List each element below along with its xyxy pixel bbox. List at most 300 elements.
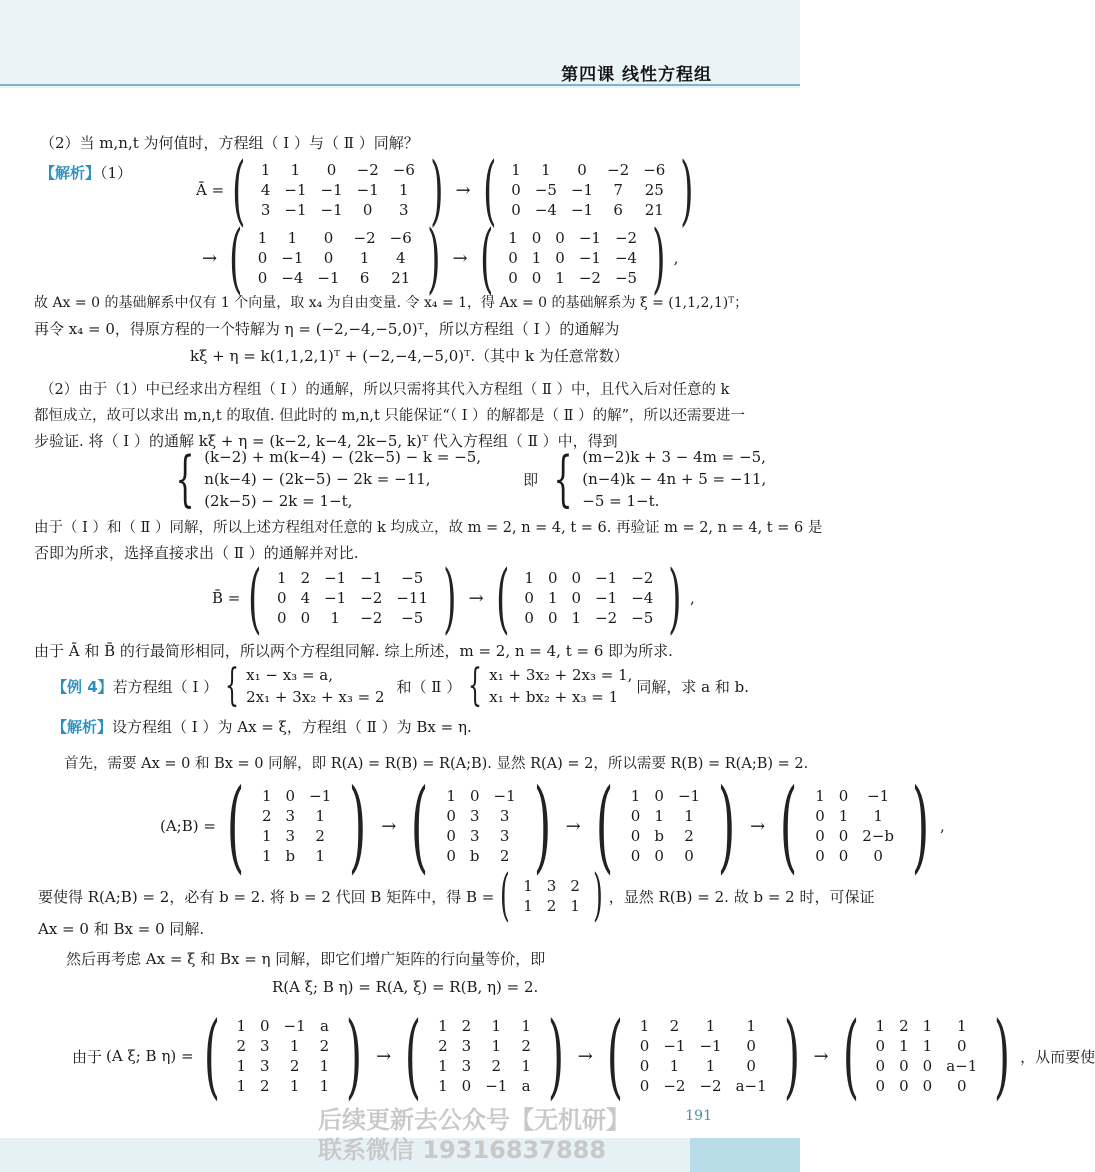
- matrix-c1: [255, 786, 338, 866]
- matrix-row: [439, 786, 522, 806]
- arrow: →: [565, 815, 581, 837]
- paren-left: (: [779, 767, 798, 884]
- matrix-cell: 1: [330, 609, 340, 627]
- matrix-d4: [869, 1016, 985, 1096]
- matrix-row: [501, 248, 644, 268]
- matrix-cell: 0: [326, 161, 337, 179]
- matrix-cell: 0: [571, 569, 582, 587]
- matrix-cell: 1: [541, 161, 551, 179]
- matrix-cell: 0: [547, 569, 558, 587]
- matrix-cell: −2: [595, 609, 618, 627]
- matrix-cell: 3: [469, 807, 480, 825]
- matrix-d1: [229, 1016, 336, 1096]
- matrix-cell: 3: [259, 1057, 270, 1075]
- matrix-cell: 1: [508, 229, 518, 247]
- paren-left: (: [495, 553, 510, 642]
- matrix-cell: 2: [499, 847, 510, 865]
- matrix-cell: 3: [259, 1037, 270, 1055]
- matrix-row: [624, 786, 707, 806]
- paren-right: ): [717, 767, 736, 884]
- matrix-cell: −1: [324, 589, 347, 607]
- matrix-row: [808, 826, 901, 846]
- matrix-row: [517, 608, 660, 628]
- arrow: →: [376, 1045, 392, 1067]
- matrix-cell: −2: [663, 1077, 686, 1095]
- matrix-cell: 1: [438, 1077, 448, 1095]
- matrix-cell: 0: [630, 847, 641, 865]
- matrix-cell: 1: [438, 1017, 448, 1035]
- paren-right: ): [994, 1002, 1011, 1109]
- matrix-a4: [501, 228, 644, 288]
- matrix-row: [869, 1036, 985, 1056]
- congshi-text: ，从而要使: [1020, 1047, 1095, 1066]
- matrix-cell: 1: [287, 229, 298, 247]
- ji-word: 即: [523, 470, 539, 489]
- matrix-cell: −1: [284, 201, 307, 219]
- matrix-cell: 1: [684, 807, 694, 825]
- matrix-cell: 1: [547, 589, 558, 607]
- matrix-cell: a: [319, 1017, 329, 1035]
- matrix-row: [439, 846, 522, 866]
- matrix-cell: −5: [534, 181, 557, 199]
- matrix-d2: [431, 1016, 538, 1096]
- matrix-row: [270, 568, 435, 588]
- solution2-text: 设方程组（ Ⅰ ）为 Ax = ξ，方程组（ Ⅱ ）为 Bx = η.: [112, 718, 472, 736]
- matrix-cell: 2: [259, 1077, 270, 1095]
- example-tag: 【例 4】: [52, 677, 113, 696]
- matrix-cell: 0: [508, 269, 518, 287]
- matrix-cell: −1: [324, 569, 347, 587]
- para2-line1: （2）由于（1）中已经求出方程组（ Ⅰ ）的通解，所以只需将其代入方程组（ Ⅱ ）中，且代入后对任意的 k: [40, 382, 730, 398]
- same-solution-line: Ax = 0 和 Bx = 0 同解.: [38, 920, 205, 938]
- matrix-cell: 2: [899, 1017, 909, 1035]
- matrix-chain-b: [212, 553, 695, 642]
- matrix-cell: 1: [875, 1017, 886, 1035]
- matrix-row: [254, 160, 422, 180]
- example-text: 同解，求 a 和 b.: [636, 677, 750, 696]
- matrix-cell: 1: [531, 249, 542, 267]
- matrix-row: [254, 200, 422, 220]
- matrix-cell: 2: [315, 827, 325, 845]
- paren-left: (: [411, 767, 429, 884]
- matrix-cell: 1: [922, 1017, 933, 1035]
- matrix-cell: 2: [491, 1057, 502, 1075]
- matrix-row: [504, 200, 672, 220]
- matrix-chain-a-row2: [198, 213, 679, 302]
- matrix-cell: 1: [261, 847, 272, 865]
- matrix-cell: 0: [838, 787, 849, 805]
- matrix-cell: 1: [669, 1057, 680, 1075]
- paren-right: ): [592, 863, 603, 928]
- equation: (n−4)k − 4n + 5 = −11,: [582, 470, 767, 488]
- matrix-row: [633, 1036, 774, 1056]
- matrix-cell: −2: [356, 161, 379, 179]
- matrix-cell: −5: [401, 609, 424, 627]
- matrix-cell: −2: [699, 1077, 722, 1095]
- matrix-cell: −6: [643, 161, 666, 179]
- arrow: →: [202, 247, 218, 269]
- matrix-cell: 2: [236, 1037, 246, 1055]
- matrix-cell: −6: [392, 161, 415, 179]
- matrix-cell: a−1: [735, 1077, 767, 1095]
- matrix-row: [624, 806, 707, 826]
- chapter-title: 第四课 线性方程组: [561, 65, 712, 85]
- matrix-cell: 1: [922, 1037, 933, 1055]
- matrix-row: [501, 268, 644, 288]
- paren-left: (: [232, 145, 246, 234]
- matrix-cell: 0: [300, 609, 311, 627]
- matrix-cell: 1: [261, 827, 272, 845]
- matrix-cell: 0: [899, 1077, 909, 1095]
- para2-line3: 步验证. 将（ Ⅰ ）的通解 kξ + η = (k−2, k−4, 2k−5, k)ᵀ 代入方程组（ Ⅱ ）中，得到: [34, 432, 618, 450]
- matrix-cell: 1: [260, 161, 271, 179]
- paren-left: (: [203, 1002, 220, 1109]
- matrix-cell: 0: [524, 609, 534, 627]
- matrix-cell: 0: [531, 269, 542, 287]
- matrix-c2: [439, 786, 522, 866]
- matrix-cell: −4: [534, 201, 557, 219]
- matrix-cell: 0: [323, 249, 334, 267]
- matrix-cell: 1: [571, 609, 582, 627]
- matrix-cell: 25: [644, 181, 664, 199]
- matrix-cell: 0: [746, 1057, 756, 1075]
- matrix-cell: 1: [524, 569, 534, 587]
- matrix-cell: −1: [356, 181, 379, 199]
- paren-left: (: [482, 145, 497, 234]
- matrix-cell: 3: [461, 1057, 472, 1075]
- matrix-cell: 0: [446, 847, 456, 865]
- matrix-b2: [517, 568, 660, 628]
- brace: {: [553, 444, 573, 514]
- matrix-cell: −1: [320, 201, 343, 219]
- matrix-cell: 0: [555, 229, 565, 247]
- system-right: [582, 446, 766, 512]
- matrix-cell: 0: [524, 589, 534, 607]
- solution-part-1: （1）: [100, 164, 133, 182]
- matrix-cell: 0: [362, 201, 373, 219]
- matrix-cell: 2: [546, 897, 557, 915]
- arrow: →: [813, 1045, 829, 1067]
- equation: 2x₁ + 3x₂ + x₃ = 2: [246, 688, 385, 706]
- equation: x₁ − x₃ = a,: [246, 666, 334, 684]
- matrix-cell: 0: [555, 249, 565, 267]
- matrix-cell: 2: [461, 1017, 472, 1035]
- matrix-cell: 1: [277, 569, 287, 587]
- particular-line: 再令 x₄ = 0，得原方程的一个特解为 η = (−2,−4,−5,0)ᵀ，所以方程组（ Ⅰ ）的通解为: [34, 320, 620, 338]
- youyu-word: 由于: [72, 1047, 103, 1066]
- matrix-cell: 0: [577, 161, 587, 179]
- matrix-row: [633, 1056, 774, 1076]
- matrix-cell: 1: [491, 1017, 502, 1035]
- matrix-cell: 0: [630, 807, 641, 825]
- matrix-cell: 0: [875, 1057, 886, 1075]
- matrix-cell: 1: [290, 161, 301, 179]
- paren-right: ): [547, 1002, 564, 1109]
- matrix-cell: −2: [578, 269, 601, 287]
- matrix-cell: −4: [631, 589, 654, 607]
- matrix-cell: −1: [595, 589, 618, 607]
- matrix-cell: 0: [639, 1037, 650, 1055]
- substituted-system: [166, 446, 766, 512]
- matrix-cell: 0: [873, 847, 883, 865]
- matrix-cell: 1: [630, 787, 641, 805]
- solution-heading: [40, 162, 132, 183]
- matrix-cell: 4: [300, 589, 311, 607]
- matrix-a3: [251, 228, 419, 288]
- matrix-cell: 1: [319, 1057, 330, 1075]
- solution-tag: 【解析】: [52, 718, 113, 736]
- matrix-a2: [504, 160, 672, 220]
- matrix-cell: 0: [875, 1077, 886, 1095]
- paren-right: ): [348, 767, 367, 884]
- matrix-cell: −1: [284, 181, 307, 199]
- matrix-cell: −1: [595, 569, 618, 587]
- matrix-cell: 2: [261, 807, 272, 825]
- matrix-cell: 0: [815, 807, 825, 825]
- matrix-cell: 0: [630, 827, 641, 845]
- paren-left: (: [500, 863, 511, 928]
- paren-right: ): [426, 213, 441, 302]
- matrix-cell: 0: [508, 249, 518, 267]
- matrix-cell: 0: [511, 201, 521, 219]
- system-left: [204, 446, 481, 512]
- matrix-cell: 2: [669, 1017, 680, 1035]
- rank-equation: R(A ξ; B η) = R(A, ξ) = R(B, η) = 2.: [272, 978, 539, 996]
- matrix-cell: 0: [323, 229, 334, 247]
- matrix-cell: 3: [461, 1037, 472, 1055]
- matrix-cell: 3: [499, 807, 510, 825]
- matrix-cell: 1: [446, 787, 456, 805]
- matrix-row: [504, 160, 672, 180]
- matrix-cell: −5: [631, 609, 654, 627]
- matrix-row: [251, 248, 419, 268]
- matrix-cell: 2: [319, 1037, 330, 1055]
- matrix-b-reduced: [516, 876, 587, 916]
- matrix-row: [869, 1076, 985, 1096]
- matrix-cell: 0: [746, 1037, 756, 1055]
- matrix-row: [808, 786, 901, 806]
- equation: (m−2)k + 3 − 4m = −5,: [582, 448, 766, 466]
- arrow: →: [577, 1045, 593, 1067]
- matrix-chain-c: [160, 767, 945, 884]
- matrix-cell: 1: [521, 1057, 531, 1075]
- ab-aug-label: (A ξ; B η) =: [106, 1047, 194, 1065]
- equation: x₁ + 3x₂ + 2x₃ = 1,: [489, 666, 633, 684]
- matrix-row: [624, 846, 707, 866]
- arrow: →: [468, 587, 484, 609]
- matrix-cell: 1: [257, 229, 268, 247]
- matrix-cell: −1: [485, 1077, 508, 1095]
- matrix-cell: 0: [547, 609, 558, 627]
- paren-right: ): [911, 767, 930, 884]
- matrix-cell: 0: [815, 847, 825, 865]
- matrix-cell: 1: [261, 787, 272, 805]
- matrix-row: [255, 786, 338, 806]
- matrix-cell: −2: [631, 569, 654, 587]
- matrix-row: [439, 826, 522, 846]
- matrix-cell: 4: [395, 249, 406, 267]
- paren-right: ): [430, 145, 444, 234]
- matrix-cell: 0: [259, 1017, 270, 1035]
- matrix-cell: 0: [899, 1057, 909, 1075]
- matrix-d3: [633, 1016, 774, 1096]
- matrix-row: [270, 588, 435, 608]
- matrix-cell: 3: [260, 201, 271, 219]
- matrix-cell: 1: [438, 1057, 448, 1075]
- matrix-cell: 1: [289, 1077, 300, 1095]
- basis-line: 故 Ax = 0 的基础解系中仅有 1 个向量，取 x₄ 为自由变量. 令 x₄ = 1，得 Ax = 0 的基础解系为 ξ = (1,1,2,1)ᵀ；: [34, 295, 749, 311]
- paren-left: (: [595, 767, 614, 884]
- matrix-row: [516, 876, 587, 896]
- same-row-reduced: 由于 Ā 和 B̄ 的行最简形相同，所以两个方程组同解. 综上所述，m = 2, n = 4, t = 6 即为所求.: [34, 642, 673, 660]
- matrix-row: [516, 896, 587, 916]
- matrix-b1: [270, 568, 435, 628]
- matrix-row: [229, 1076, 336, 1096]
- general-solution: kξ + η = k(1,1,2,1)ᵀ + (−2,−4,−5,0)ᵀ.（其中 k 为任意常数）: [190, 347, 629, 365]
- matrix-cell: 3: [285, 827, 296, 845]
- matrix-cell: b: [654, 827, 664, 845]
- matrix-cell: 0: [257, 269, 268, 287]
- matrix-cell: 0: [277, 589, 287, 607]
- matrix-cell: 1: [838, 807, 849, 825]
- matrix-cell: −4: [281, 269, 304, 287]
- matrix-cell: 3: [546, 877, 557, 895]
- matrix-cell: −1: [699, 1037, 722, 1055]
- matrix-cell: 1: [899, 1037, 909, 1055]
- matrix-cell: b: [469, 847, 480, 865]
- matrix-cell: 1: [705, 1057, 716, 1075]
- matrix-cell: b: [285, 847, 296, 865]
- matrix-cell: 3: [469, 827, 480, 845]
- arrow: →: [750, 815, 766, 837]
- matrix-cell: 0: [838, 827, 849, 845]
- equation: n(k−4) − (2k−5) − 2k = −11,: [204, 470, 431, 488]
- matrix-cell: 1: [359, 249, 370, 267]
- matrix-cell: 1: [319, 1077, 330, 1095]
- matrix-cell: 0: [277, 609, 287, 627]
- matrix-row: [501, 228, 644, 248]
- solution2-line: [52, 716, 472, 737]
- bbar-label: B̄ =: [212, 589, 241, 607]
- ab-label: (A;B) =: [160, 817, 216, 835]
- paren-right: ): [680, 145, 694, 234]
- matrix-cell: 0: [446, 827, 456, 845]
- matrix-cell: −2: [360, 609, 383, 627]
- paren-left: (: [405, 1002, 422, 1109]
- matrix-cell: 1: [315, 847, 325, 865]
- matrix-cell: −1: [493, 787, 516, 805]
- matrix-cell: 1: [555, 269, 565, 287]
- matrix-cell: 1: [570, 897, 580, 915]
- matrix-cell: 3: [285, 807, 296, 825]
- matrix-row: [229, 1036, 336, 1056]
- matrix-cell: −1: [578, 229, 601, 247]
- since-line1: 由于（ Ⅰ ）和（ Ⅱ ）同解，所以上述方程组对任意的 k 均成立，故 m = 2, n = 4, t = 6. 再验证 m = 2, n = 4, t = 6 是: [34, 520, 823, 536]
- comma: ,: [689, 589, 695, 607]
- matrix-cell: −2: [614, 229, 638, 247]
- equation: −5 = 1−t.: [582, 492, 660, 510]
- matrix-cell: 2−b: [862, 827, 894, 845]
- matrix-cell: 0: [922, 1057, 933, 1075]
- matrix-a1: [254, 160, 422, 220]
- matrix-row: [869, 1016, 985, 1036]
- paren-right: ): [668, 553, 682, 642]
- example-text: 若方程组（ Ⅰ ）: [112, 677, 219, 696]
- question-2: （2）当 m,n,t 为何值时，方程组（ Ⅰ ）与（ Ⅱ ）同解？: [40, 134, 419, 152]
- matrix-cell: −2: [607, 161, 630, 179]
- paren-left: (: [248, 553, 262, 642]
- matrix-row: [254, 180, 422, 200]
- brace: {: [175, 444, 195, 514]
- matrix-cell: −1: [867, 787, 890, 805]
- matrix-row: [251, 228, 419, 248]
- abar-label: Ā =: [196, 181, 225, 199]
- paren-right: ): [652, 213, 666, 302]
- matrix-row: [431, 1016, 538, 1036]
- matrix-cell: 0: [639, 1077, 650, 1095]
- watermark-line-1: 后续更新去公众号【无机研】: [318, 1106, 630, 1134]
- comma: ,: [940, 817, 945, 835]
- paren-left: (: [479, 213, 494, 302]
- matrix-cell: −2: [353, 229, 376, 247]
- matrix-row: [431, 1076, 538, 1096]
- matrix-row: [633, 1016, 774, 1036]
- matrix-cell: −1: [570, 201, 594, 219]
- example-text: 和（ Ⅱ ）: [396, 677, 462, 696]
- matrix-cell: 1: [236, 1077, 246, 1095]
- matrix-cell: 1: [654, 807, 664, 825]
- matrix-cell: −1: [320, 181, 343, 199]
- brace: {: [468, 660, 483, 711]
- matrix-row: [270, 608, 435, 628]
- matrix-row: [255, 806, 338, 826]
- matrix-cell: 0: [531, 229, 542, 247]
- then-line: 然后再考虑 Ax = ξ 和 Bx = η 同解，即它们增广矩阵的行向量等价，即: [66, 950, 546, 968]
- system-2: [489, 664, 632, 708]
- paren-right: ): [533, 767, 551, 884]
- need-text: 要使得 R(A;B) = 2，必有 b = 2. 将 b = 2 代回 B 矩阵中，得 B =: [38, 887, 495, 906]
- matrix-row: [431, 1056, 538, 1076]
- matrix-cell: 0: [571, 589, 582, 607]
- matrix-cell: 7: [613, 181, 623, 199]
- matrix-cell: 6: [359, 269, 370, 287]
- matrix-cell: 0: [815, 827, 825, 845]
- watermark-line-2: 联系微信 19316837888: [318, 1136, 607, 1164]
- since-line2: 否即为所求，选择直接求出（ Ⅱ ）的通解并对比.: [34, 544, 359, 562]
- matrix-cell: 2: [438, 1037, 448, 1055]
- matrix-cell: 0: [511, 181, 521, 199]
- matrix-cell: 1: [521, 1017, 531, 1035]
- matrix-cell: −1: [281, 249, 304, 267]
- matrix-chain-d: [72, 1002, 1095, 1109]
- comma: ,: [673, 249, 679, 267]
- matrix-cell: 1: [523, 877, 533, 895]
- matrix-cell: 0: [257, 249, 268, 267]
- first-condition: 首先，需要 Ax = 0 和 Bx = 0 同解，即 R(A) = R(B) = R(A;B). 显然 R(A) = 2，所以需要 R(B) = R(A;B) = 2.: [64, 756, 809, 772]
- matrix-cell: 1: [523, 897, 533, 915]
- matrix-cell: −1: [677, 787, 701, 805]
- matrix-cell: 0: [285, 787, 296, 805]
- matrix-row: [624, 826, 707, 846]
- matrix-cell: a: [521, 1077, 531, 1095]
- matrix-cell: 21: [644, 201, 664, 219]
- matrix-cell: 2: [570, 877, 580, 895]
- arrow: →: [452, 247, 468, 269]
- matrix-cell: −1: [317, 269, 340, 287]
- matrix-chain-a-row1: [196, 145, 702, 234]
- matrix-row: [439, 806, 522, 826]
- matrix-row: [517, 568, 660, 588]
